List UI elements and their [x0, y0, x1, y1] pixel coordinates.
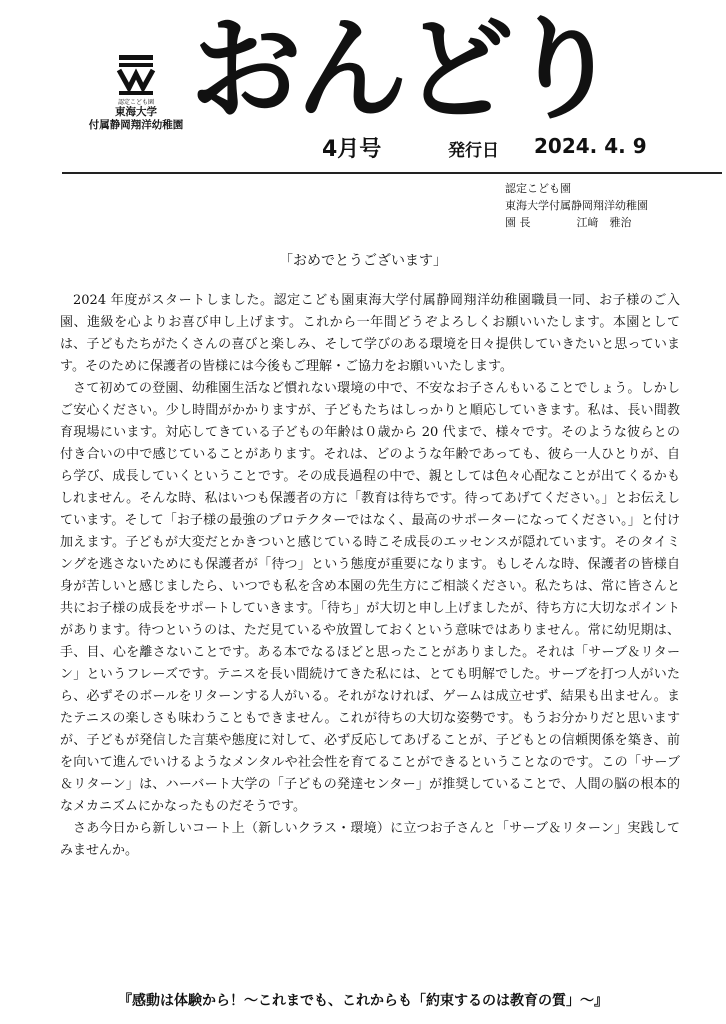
- footer-slogan: 『感動は体験から！～これまでも、これからも「約束するのは教育の質」～』: [118, 993, 608, 1009]
- article-paragraph: さあ今日から新しいコート上（新しいクラス・環境）に立つお子さんと「サーブ＆リターン」実践してみませんか。: [60, 821, 680, 858]
- article-body: [60, 290, 680, 862]
- article-heading: 「おめでとうございます」: [279, 253, 447, 269]
- article-paragraph: さて初めての登園、幼稚園生活など慣れない環境の中で、不安なお子さんもいることでしょう。しかしご安心ください。少し時間がかかりますが、子どもたちはしっかりと順応していきます。私は、長い間教育現場にいます。対応してきている子どもの年齢は０歳から 20 代まで、様々です。そのような彼らとの付き合いの中で感じていることがあります。それは、どのような年齢であっても、彼ら一人ひとりが、自ら学び、成長していくということです。その成長過程の中で、親としては色々心配なことが出てくるかもしれません。そんな時、私はいつも保護者の方に「教育は待ちです。待ってあげてください。」とお伝えしています。そして「お子様の最強のプロテクターではなく、最高のサポーターになってください。」と付け加えます。子どもが大変だとかきついと感じている時こそ成長のエッセンスが隠れています。そのタイミングを逃さないためにも保護者が「待つ」という態度が重要になります。もしそんな時、保護者の皆様自身が苦しいと感じましたら、いつでも私を含め本園の先生方にご相談ください。私たちは、常に皆さんと共にお子様の成長をサポートしていきます。「待ち」が大切と申し上げましたが、待ち方に大切なポイントがあります。待つというのは、ただ見ているや放置しておくという意味ではありません。常に幼児期は、手、目、心を離さないことです。ある本でなるほどと思ったことがありました。それは「サーブ＆リターン」というフレーズです。テニスを長い間続けてきた私には、とても明解でした。サーブを打つ人がいたら、必ずそのボールをリターンする人がいる。それがなければ、ゲームは成立せず、結果も出ません。またテニスの楽しさも味わうこともできません。これが待ちの大切な姿勢です。もうお分かりだと思いますが、子どもが発信した言葉や態度に対して、必ず反応してあげることが、子どもとの信頼関係を築き、前を向いて進んでいけるようなメンタルや社会性を育てることができるということなのです。この「サーブ＆リターン」は、ハーバート大学の「子どもの発達センター」が推奨していることで、人間の脳の根本的なメカニズムにかなったものだそうです。: [60, 381, 680, 814]
- header-divider: [62, 172, 722, 174]
- sender-org-type: 認定こども園: [505, 182, 571, 195]
- logo-university-name: 東海大学: [115, 106, 157, 118]
- sender-role: 園 長: [505, 216, 531, 229]
- sender-org-name: 東海大学付属静岡翔洋幼稚園: [505, 199, 648, 212]
- sender-signature: [505, 214, 648, 231]
- article-paragraph: 2024 年度がスタートしました。認定こども園東海大学付属静岡翔洋幼稚園職員一同、お子様のご入園、進級を心よりお喜び申し上げます。これから一年間どうぞよろしくお願いいたします。本園としては、子どもたちがたくさんの喜びと楽しみ、そして学びのある環境を日々提供していきたいと思っています。そのために保護者の皆様には今後もご理解・ご協力をお願いいたします。: [60, 293, 680, 374]
- sender-name: 江﨑 雅治: [576, 216, 632, 229]
- kindergarten-logo: [82, 54, 190, 132]
- logo-sublabel: 認定こども園: [117, 99, 154, 106]
- issue-date: 2024. 4. 9: [534, 134, 647, 158]
- school-emblem-icon: [113, 54, 159, 96]
- issue-date-label: 発行日: [448, 141, 499, 161]
- newsletter-title: おんどり: [190, 5, 614, 135]
- issue-label: 4月号: [322, 137, 382, 162]
- sender-block: [505, 180, 648, 231]
- logo-kindergarten-name: 付属静岡翔洋幼稚園: [88, 119, 184, 131]
